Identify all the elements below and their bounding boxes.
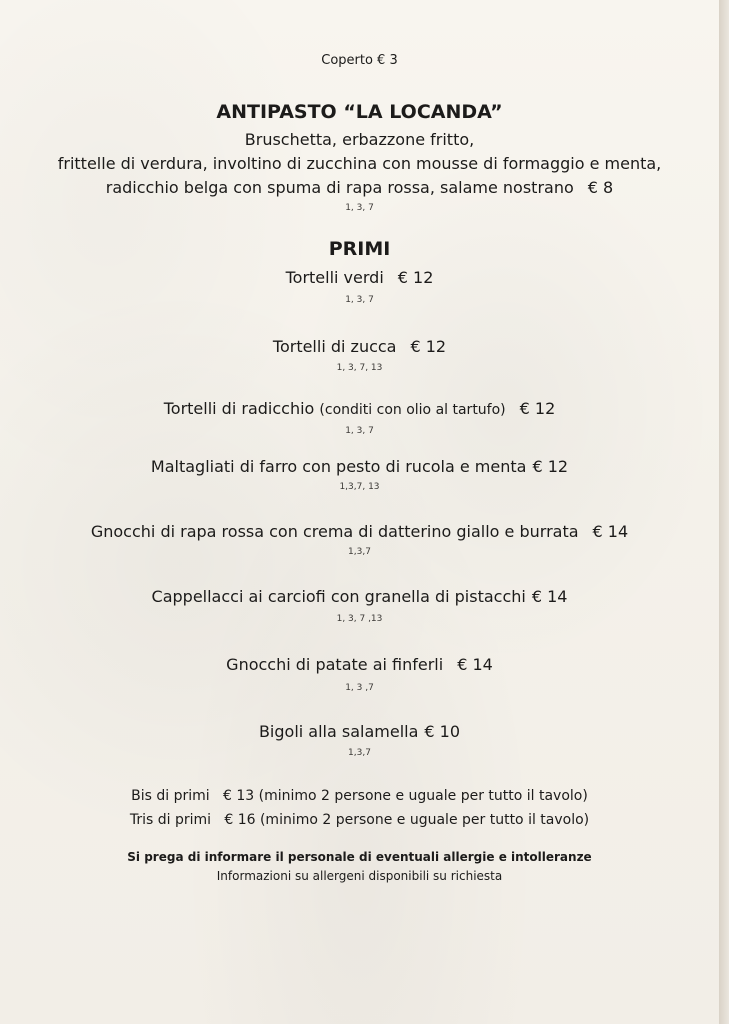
dish-name: Cappellacci ai carciofi con granella di pistacchi — [151, 587, 526, 606]
dish-line — [0, 457, 719, 476]
dish-name: Bigoli alla salamella — [258, 722, 419, 741]
dish-price: € 12 — [397, 268, 434, 287]
antipasto-description-line-1: Bruschetta, erbazzone fritto, — [244, 130, 475, 149]
coperto-line: Coperto € 3 — [321, 53, 398, 68]
dish-line — [0, 722, 719, 741]
dish-allergens: 1, 3 ,7 — [345, 683, 374, 693]
dish-price: € 14 — [592, 522, 629, 541]
antipasto-description-text: radicchio belga con spuma di rapa rossa, salame nostrano — [105, 178, 574, 197]
page-edge — [719, 0, 729, 1024]
primi-title: PRIMI — [328, 238, 391, 260]
dish-price: € 14 — [457, 655, 493, 674]
dish-allergens: 1,3,7, 13 — [339, 482, 380, 492]
allergen-info: Informazioni su allergeni disponibili su richiesta — [216, 869, 503, 883]
antipasto-allergens: 1, 3, 7 — [345, 203, 374, 213]
dish-line — [0, 337, 719, 356]
antipasto-description-line-3 — [0, 178, 719, 197]
dish-name: Maltagliati di farro con pesto di rucola e menta — [150, 457, 527, 476]
antipasto-price: € 8 — [587, 178, 614, 197]
dish-name: Tortelli di radicchio — [163, 399, 315, 418]
dish-detail: (conditi con olio al tartufo) — [319, 402, 506, 418]
dish-allergens: 1,3,7 — [348, 547, 371, 557]
antipasto-description-line-2: frittelle di verdura, involtino di zucchina con mousse di formaggio e menta, — [57, 154, 662, 173]
dish-name: Gnocchi di rapa rossa con crema di datterino giallo e burrata — [90, 522, 579, 541]
dish-name: Gnocchi di patate ai finferli — [226, 655, 444, 674]
antipasto-title: ANTIPASTO “LA LOCANDA” — [216, 101, 503, 123]
dish-allergens: 1, 3, 7, 13 — [336, 363, 383, 373]
dish-name: Tortelli di zucca — [272, 337, 397, 356]
dish-allergens: 1, 3, 7 — [345, 295, 374, 305]
dish-price: € 12 — [519, 399, 556, 418]
dish-price: € 12 — [410, 337, 447, 356]
allergy-notice: Si prega di informare il personale di eventuali allergie e intolleranze — [127, 850, 592, 864]
dish-line — [0, 399, 719, 418]
dish-name: Tortelli verdi — [285, 268, 384, 287]
tris-di-primi: Tris di primi € 16 (minimo 2 persone e uguale per tutto il tavolo) — [129, 812, 590, 828]
dish-allergens: 1,3,7 — [348, 748, 371, 758]
dish-price: € 12 — [532, 457, 569, 476]
dish-allergens: 1, 3, 7 — [345, 426, 374, 436]
dish-line — [0, 522, 719, 541]
dish-line — [0, 268, 719, 287]
dish-line — [0, 587, 719, 606]
dish-line — [0, 655, 719, 674]
dish-price: € 14 — [531, 587, 568, 606]
bis-di-primi: Bis di primi € 13 (minimo 2 persone e uguale per tutto il tavolo) — [131, 788, 588, 804]
dish-allergens: 1, 3, 7 ,13 — [336, 614, 383, 624]
dish-price: € 10 — [424, 722, 461, 741]
